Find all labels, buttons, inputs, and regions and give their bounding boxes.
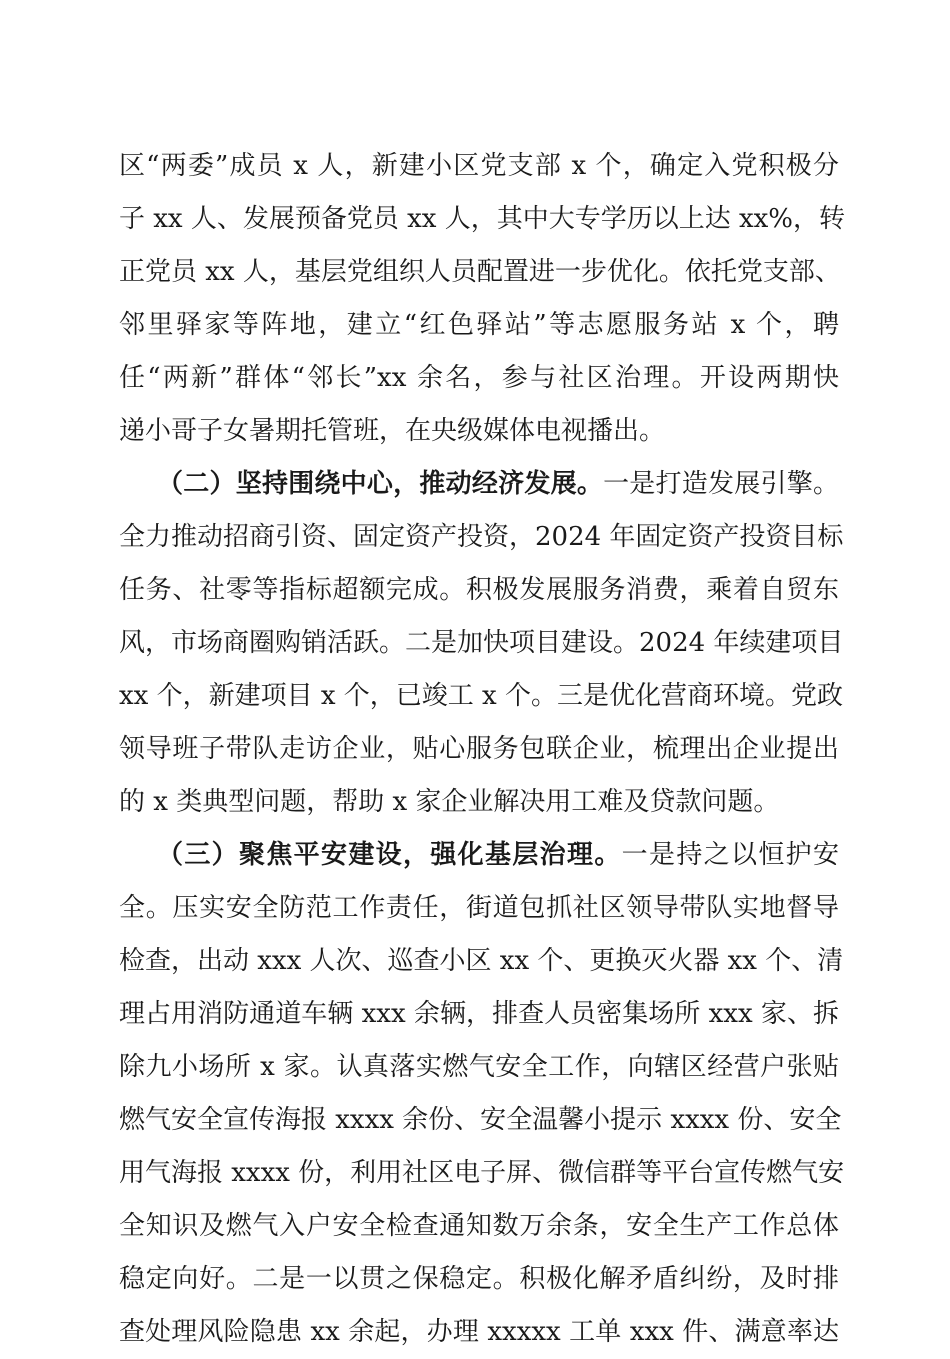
paragraph-line: 邻里驿家等阵地，建立“红色驿站”等志愿服务站 x 个，聘 [119, 310, 839, 340]
paragraph-line: 全力推动招商引资、固定资产投资，2024 年固定资产投资目标 [119, 522, 844, 552]
paragraph-line: 理占用消防通道车辆 xxx 余辆，排查人员密集场所 xxx 家、拆 [119, 999, 839, 1029]
document-body [119, 140, 846, 1359]
paragraph-line: 除九小场所 x 家。认真落实燃气安全工作，向辖区经营户张贴 [119, 1052, 839, 1082]
paragraph-line: 用气海报 xxxx 份，利用社区电子屏、微信群等平台宣传燃气安 [119, 1158, 845, 1188]
paragraph-line: 递小哥子女暑期托管班，在央级媒体电视播出。 [119, 416, 666, 446]
paragraph-line [119, 458, 839, 511]
paragraph-line: xx 个，新建项目 x 个，已竣工 x 个。三是优化营商环境。党政 [119, 681, 843, 711]
section-heading: （二）坚持围绕中心，推动经济发展。 [157, 469, 604, 499]
paragraph-line: 风，市场商圈购销活跃。二是加快项目建设。2024 年续建项目 [119, 628, 844, 658]
paragraph-line: 子 xx 人、发展预备党员 xx 人，其中大专学历以上达 xx%，转 [119, 204, 846, 234]
paragraph-line: 正党员 xx 人，基层党组织人员配置进一步优化。依托党支部、 [119, 257, 841, 287]
paragraph-line: 领导班子带队走访企业，贴心服务包联企业，梳理出企业提出 [119, 734, 839, 764]
paragraph-line: 稳定向好。二是一以贯之保稳定。积极化解矛盾纠纷，及时排 [119, 1264, 839, 1294]
paragraph-text: 一是打造发展引擎。 [603, 469, 839, 499]
paragraph-line: 全。压实安全防范工作责任，街道包抓社区领导带队实地督导 [119, 893, 839, 923]
paragraph-line: 区“两委”成员 x 人，新建小区党支部 x 个，确定入党积极分 [119, 151, 839, 181]
paragraph-line: 全知识及燃气入户安全检查通知数万余条，安全生产工作总体 [119, 1211, 839, 1241]
paragraph-line: 任务、社零等指标超额完成。积极发展服务消费，乘着自贸东 [119, 575, 839, 605]
paragraph-line: 查处理风险隐患 xx 余起，办理 xxxxx 工单 xxx 件、满意率达 [119, 1317, 839, 1347]
section-heading: （三）聚焦平安建设，强化基层治理。 [157, 840, 622, 870]
paragraph-line: 燃气安全宣传海报 xxxx 余份、安全温馨小提示 xxxx 份、安全 [119, 1105, 842, 1135]
paragraph-line: 检查，出动 xxx 人次、巡查小区 xx 个、更换灭火器 xx 个、清 [119, 946, 844, 976]
paragraph-line [119, 829, 839, 882]
paragraph-text: 一是持之以恒护安 [621, 840, 839, 870]
paragraph-line: 任“两新”群体“邻长”xx 余名，参与社区治理。开设两期快 [119, 363, 839, 393]
paragraph-line: 的 x 类典型问题，帮助 x 家企业解决用工难及贷款问题。 [119, 787, 780, 817]
